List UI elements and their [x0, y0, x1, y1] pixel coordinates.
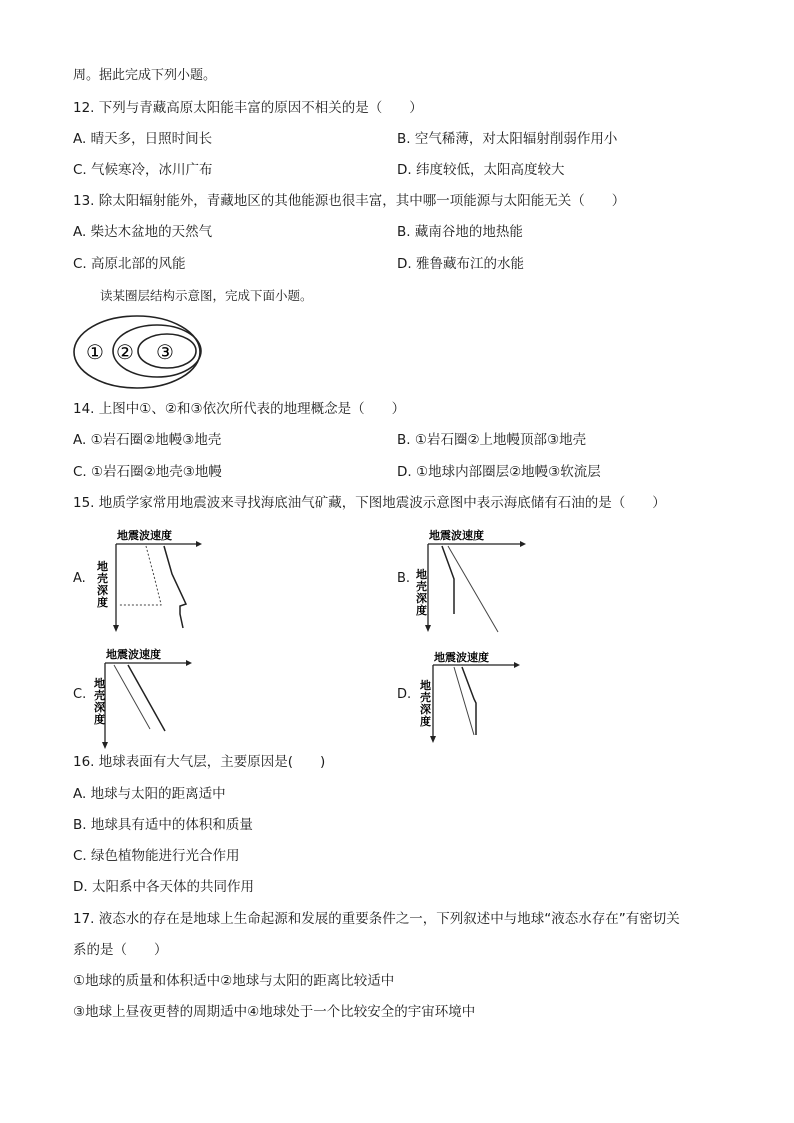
q14-option-a[interactable]: A. ①岩石圈②地幔③地壳 — [73, 432, 222, 448]
q16-option-a[interactable]: A. 地球与太阳的距离适中 — [73, 786, 226, 802]
circle-label-3: ③ — [156, 340, 174, 364]
circle-label-1: ① — [86, 340, 104, 364]
circle-label-2: ② — [116, 340, 134, 364]
q15-option-c-letter[interactable]: C. — [73, 687, 87, 702]
q16-option-c[interactable]: C. 绿色植物能进行光合作用 — [73, 848, 240, 864]
q15-option-b-letter[interactable]: B. — [397, 571, 411, 586]
y-axis-label: 地壳深度 — [94, 677, 105, 726]
q17-stem-line-2: 系的是（ ） — [73, 942, 168, 958]
q13-option-c[interactable]: C. 高原北部的风能 — [73, 256, 186, 272]
q12-option-c[interactable]: C. 气候寒冷，冰川广布 — [73, 162, 213, 178]
seismic-diagram-b[interactable] — [412, 524, 532, 636]
q15-stem: 15. 地质学家常用地震波来寻找海底油气矿藏，下图地震波示意图中表示海底储有石油的是（ ） — [73, 495, 666, 511]
y-axis-label: 地壳深度 — [420, 679, 431, 728]
q12-option-a[interactable]: A. 晴天多，日照时间长 — [73, 131, 213, 147]
q14-option-d[interactable]: D. ①地球内部圈层②地幔③软流层 — [397, 464, 601, 480]
q13-option-b[interactable]: B. 藏南谷地的地热能 — [397, 224, 523, 240]
y-axis-label: 地壳深度 — [97, 560, 108, 609]
q16-option-b[interactable]: B. 地球具有适中的体积和质量 — [73, 817, 253, 833]
q17-stem-line-1: 17. 液态水的存在是地球上生命起源和发展的重要条件之一，下列叙述中与地球“液态水存在”有密切关 — [73, 911, 680, 927]
intro-tail-text: 周。据此完成下列小题。 — [73, 68, 217, 83]
seismic-diagram-a[interactable] — [90, 524, 210, 636]
seismic-diagram-c[interactable] — [90, 645, 210, 757]
q16-stem: 16. 地球表面有大气层，主要原因是( ) — [73, 754, 326, 770]
q14-option-c[interactable]: C. ①岩石圈②地壳③地幔 — [73, 464, 222, 480]
q12-option-d[interactable]: D. 纬度较低，太阳高度较大 — [397, 162, 565, 178]
x-axis-label: 地震波速度 — [434, 651, 489, 664]
q14-option-b[interactable]: B. ①岩石圈②上地幔顶部③地壳 — [397, 432, 587, 448]
q16-option-d[interactable]: D. 太阳系中各天体的共同作用 — [73, 879, 254, 895]
q17-statements-1: ①地球的质量和体积适中②地球与太阳的距离比较适中 — [73, 973, 395, 989]
seismic-diagram-d[interactable] — [412, 645, 532, 757]
y-axis-label: 地壳深度 — [416, 568, 427, 617]
figure-intro-text: 读某圈层结构示意图，完成下面小题。 — [100, 288, 313, 303]
x-axis-label: 地震波速度 — [429, 529, 484, 542]
q14-stem: 14. 上图中①、②和③依次所代表的地理概念是（ ） — [73, 401, 406, 417]
q12-stem: 12. 下列与青藏高原太阳能丰富的原因不相关的是（ ） — [73, 100, 423, 116]
q13-stem: 13. 除太阳辐射能外，青藏地区的其他能源也很丰富，其中哪一项能源与太阳能无关（ ） — [73, 193, 626, 209]
q13-option-d[interactable]: D. 雅鲁藏布江的水能 — [397, 256, 524, 272]
q15-option-a-letter[interactable]: A. — [73, 571, 86, 586]
q13-option-a[interactable]: A. 柴达木盆地的天然气 — [73, 224, 213, 240]
q17-statements-2: ③地球上昼夜更替的周期适中④地球处于一个比较安全的宇宙环境中 — [73, 1004, 476, 1020]
x-axis-label: 地震波速度 — [106, 648, 161, 661]
sphere-structure-diagram — [70, 308, 210, 398]
q15-option-d-letter[interactable]: D. — [397, 687, 412, 702]
q12-option-b[interactable]: B. 空气稀薄，对太阳辐射削弱作用小 — [397, 131, 618, 147]
x-axis-label: 地震波速度 — [117, 529, 172, 542]
